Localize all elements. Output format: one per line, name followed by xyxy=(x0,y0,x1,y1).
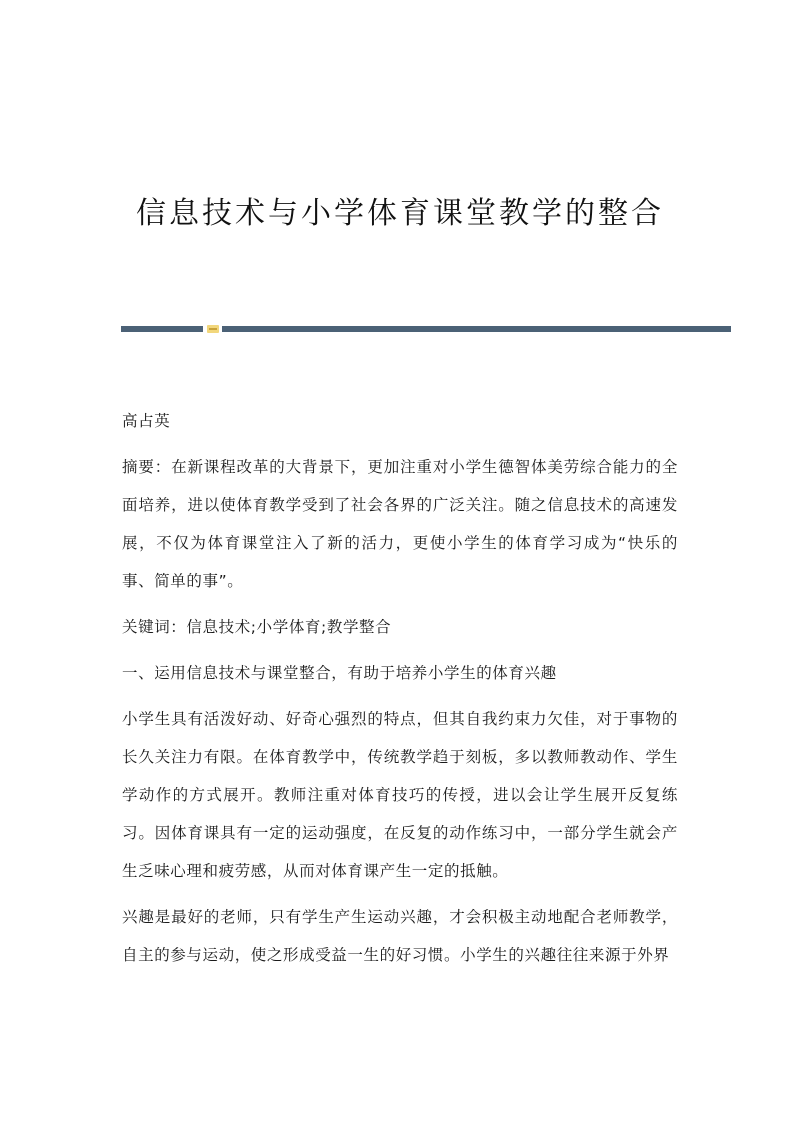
document-title: 信息技术与小学体育课堂教学的整合 xyxy=(136,196,664,231)
divider-right-bar xyxy=(222,326,731,332)
divider-left-bar xyxy=(121,326,203,332)
abstract-paragraph: 摘要：在新课程改革的大背景下，更加注重对小学生德智体美劳综合能力的全面培养，进以使体育教学受到了社会各界的广泛关注。随之信息技术的高速发展，不仅为体育课堂注入了新的活力，更使小学生的体育学习成为“快乐的事、简单的事”。 xyxy=(122,458,678,590)
body-paragraph: 小学生具有活泼好动、好奇心强烈的特点，但其自我约束力欠佳，对于事物的长久关注力有限。在体育教学中，传统教学趋于刻板，多以教师教动作、学生学动作的方式展开。教师注重对体育技巧的传授，进以会让学生展开反复练习。因体育课具有一定的运动强度，在反复的动作练习中，一部分学生就会产生乏味心理和疲劳感，从而对体育课产生一定的抵触。 xyxy=(122,710,678,880)
keywords-line: 关键词：信息技术;小学体育;教学整合 xyxy=(122,618,392,636)
section-heading: 一、运用信息技术与课堂整合，有助于培养小学生的体育兴趣 xyxy=(122,664,557,682)
title-divider xyxy=(121,325,731,333)
author-name: 高占英 xyxy=(122,412,171,430)
document-body xyxy=(122,402,678,974)
body-paragraph: 兴趣是最好的老师，只有学生产生运动兴趣，才会积极主动地配合老师教学，自主的参与运动，使之形成受益一生的好习惯。小学生的兴趣往往来源于外界 xyxy=(122,908,678,964)
divider-ornament-icon xyxy=(207,325,219,333)
